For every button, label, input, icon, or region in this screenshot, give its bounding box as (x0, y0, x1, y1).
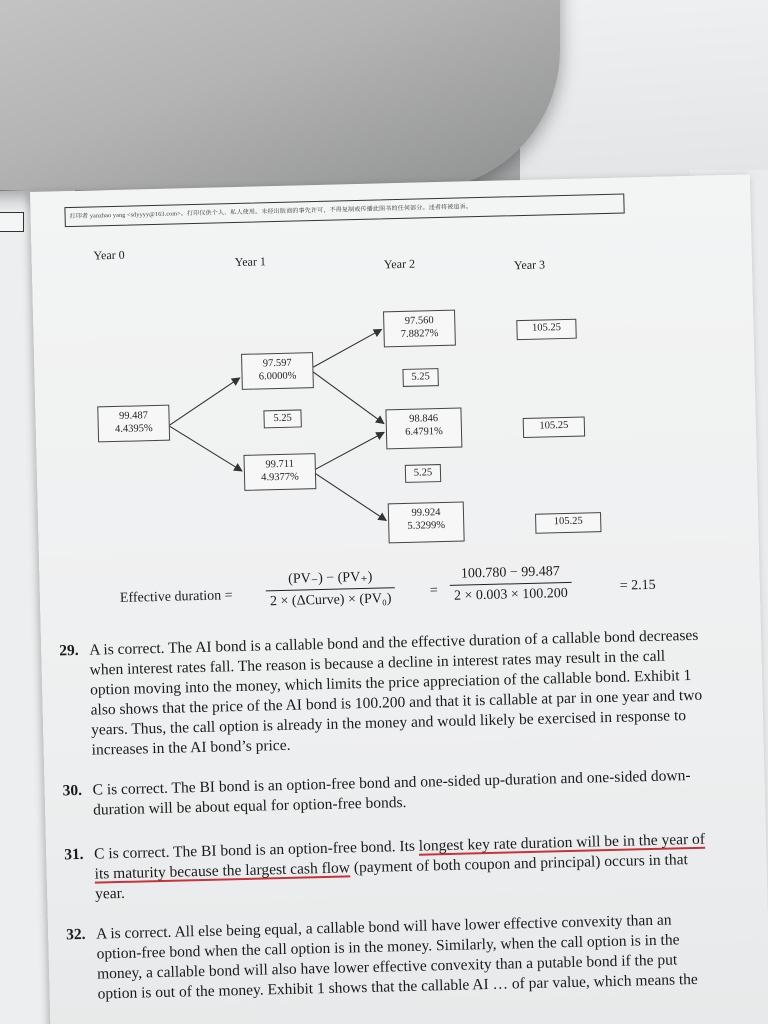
cashflow-year2-lower: 5.25 (405, 464, 441, 483)
answer-32-number: 32. (65, 925, 86, 944)
answer-31-text-start: C is correct. The BI bond is an option-free bond. Its (93, 837, 420, 863)
formula-denominator-numeric: 2 × 0.003 × 100.200 (450, 582, 572, 605)
answer-30-text: C is correct. The BI bond is an option-free bond and one-sided up-duration and one-sided down-duration will be about equal for option-free bonds. (92, 767, 691, 819)
gray-cushion (0, 0, 560, 190)
cashflow-year1: 5.25 (263, 409, 301, 428)
node-year1-down (243, 453, 316, 491)
branch-1u-up (308, 329, 382, 369)
cashflow-year3-bottom: 105.25 (535, 512, 601, 534)
answer-29 (59, 626, 704, 761)
formula-equals: = (429, 583, 438, 599)
formula-label: Effective duration = (119, 588, 233, 606)
cashflow-year3-middle: 105.25 (523, 417, 585, 439)
node-year1-up (241, 352, 314, 390)
year-3-label: Year 3 (513, 257, 546, 273)
node-year0 (97, 405, 170, 443)
answer-31-text-end: (payment of both coupon and principal) occurs in that year. (94, 851, 688, 903)
node-year2-down (388, 501, 465, 543)
branch-1d-up (311, 432, 385, 471)
year-1-label: Year 1 (234, 254, 267, 270)
answer-29-number: 29. (59, 641, 79, 660)
node-year2-up-rate: 7.8827% (400, 328, 439, 340)
node-year2-up-price: 97.560 (404, 315, 434, 327)
node-year0-rate: 4.4395% (114, 423, 153, 435)
formula-numerator-symbolic: (PV₋) − (PV₊) (288, 569, 373, 587)
branch-1d-down (312, 469, 386, 522)
node-year2-mid (385, 408, 462, 450)
formula-fraction-symbolic (265, 568, 395, 610)
formula-numerator-numeric: 100.780 − 99.487 (460, 564, 560, 582)
node-year0-price: 99.487 (118, 410, 149, 422)
year-2-label: Year 2 (383, 256, 416, 272)
node-year1-up-rate: 6.0000% (258, 370, 297, 383)
node-year2-mid-price: 98.846 (409, 413, 439, 425)
answer-30 (62, 766, 705, 821)
formula-result: = 2.15 (619, 577, 656, 594)
answer-32-text: A is correct. All else being equal, a callable bond will have lower effective convexity than an option-free bond when the call option is in the money. Similarly, when the call option is in the money, a callable bond will also have lower effective convexity than a putable bond if the put option is out of the money. Exhibit 1 shows that the callable AI … of par value, which means the (95, 911, 699, 1003)
answer-31-underlined-text: longest key rate duration will be in the year of its maturity because the largest cash flow (94, 830, 706, 883)
answer-29-text: A is correct. The AI bond is a callable bond and the effective duration of a callable bond decreases when interest rates fall. The reason is because a decline in interest rates may result in the call option moving into the money, which limits the price appreciation of the callable bond. Exhibit 1 also shows that the price of the AI bond is 100.200 and that it is callable at par in one year and two years. Thus, the call option is already in the money and would likely be exercised in response to increases in the AI bond’s price. (89, 626, 703, 759)
node-year1-down-price: 99.711 (265, 458, 295, 471)
answer-31-text (94, 830, 707, 905)
cashflow-year2-upper: 5.25 (402, 368, 438, 387)
node-year2-mid-rate: 6.4791% (405, 425, 443, 438)
branch-0-down (169, 424, 242, 473)
node-year1-up-price: 97.597 (262, 357, 292, 370)
branch-0-up (168, 378, 241, 426)
formula-denominator-symbolic: 2 × (ΔCurve) × (PV₀) (266, 587, 396, 610)
formula-fraction-numeric (449, 564, 572, 605)
answer-32 (65, 910, 710, 1005)
branch-1u-down (309, 367, 383, 425)
underlying-page-box (0, 212, 24, 232)
answer-31 (63, 830, 707, 905)
year-0-label: Year 0 (93, 247, 125, 263)
cashflow-year3-top: 105.25 (516, 319, 576, 340)
node-year2-down-rate: 5.3299% (407, 519, 446, 532)
node-year2-up (383, 310, 456, 348)
node-year1-down-rate: 4.9377% (261, 471, 299, 484)
book-page (30, 174, 768, 1024)
answer-31-number: 31. (63, 845, 84, 864)
watermark-banner: 打印者 yanzhao yang <sdyyyy@163.com>。打印仅供个人、私人使用。未经出版商的事先许可，不得复制或传播此图书的任何部分。违者将被追诉。 (64, 193, 624, 227)
node-year2-down-price: 99.924 (411, 507, 441, 519)
answer-30-number: 30. (62, 781, 83, 800)
